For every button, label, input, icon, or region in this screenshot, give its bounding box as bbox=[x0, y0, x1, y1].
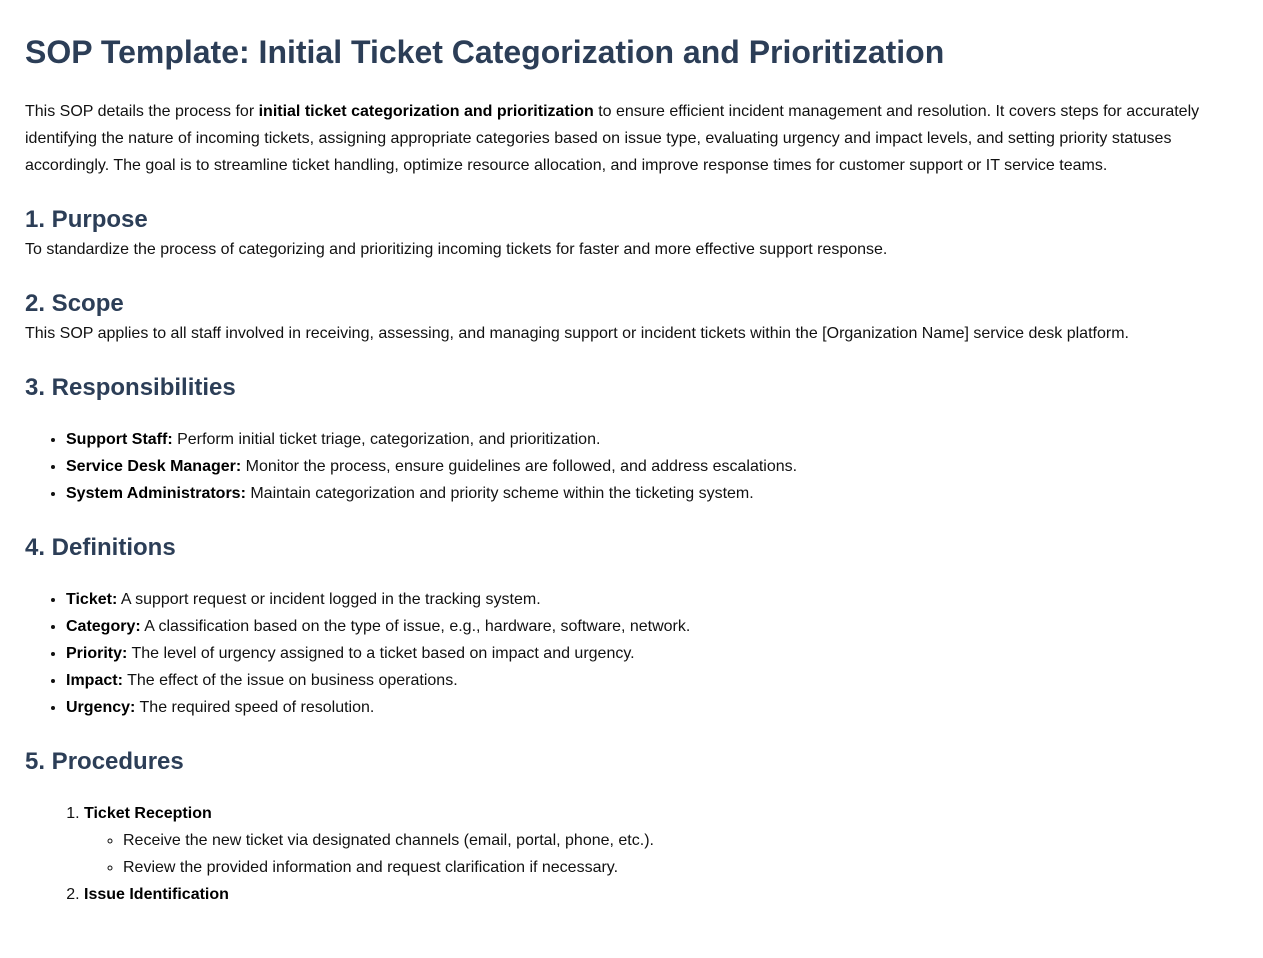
list-item-desc: The effect of the issue on business operations. bbox=[122, 672, 458, 689]
scope-text: This SOP applies to all staff involved in receiving, assessing, and managing support or incident tickets within the [Organization Name] service desk platform. bbox=[25, 325, 1129, 342]
procedures-heading: 5. Procedures bbox=[25, 748, 184, 775]
purpose-heading: 1. Purpose bbox=[25, 206, 148, 233]
intro-text-bold: initial ticket categorization and prioritization bbox=[258, 103, 594, 120]
list-item-desc: The level of urgency assigned to a ticket based on impact and urgency. bbox=[127, 645, 635, 662]
scope-heading: 2. Scope bbox=[25, 290, 124, 317]
list-item-term: Ticket: bbox=[66, 591, 118, 608]
procedure-step bbox=[84, 800, 1238, 881]
definitions-list bbox=[25, 586, 1238, 721]
list-item bbox=[66, 453, 1238, 480]
list-item bbox=[66, 613, 1238, 640]
responsibilities-list bbox=[25, 426, 1238, 507]
intro-paragraph bbox=[25, 98, 1225, 179]
procedure-substep: ◦ Review the provided information and request clarification if necessary. bbox=[123, 854, 1238, 881]
list-item bbox=[66, 640, 1238, 667]
procedure-step-title: Issue Identification bbox=[84, 886, 229, 903]
list-item-term: Impact: bbox=[66, 672, 123, 689]
list-item-desc: A classification based on the type of issue, e.g., hardware, software, network. bbox=[140, 618, 691, 635]
list-item bbox=[66, 586, 1238, 613]
procedure-substeps bbox=[84, 827, 1238, 881]
list-item-term: Service Desk Manager: bbox=[66, 458, 242, 475]
procedure-step bbox=[84, 881, 1238, 908]
intro-text-after: to ensure efficient incident management and resolution. It covers steps for accurately identifying the nature of incoming tickets, assigning appropriate categories based on issue type, evaluating urgency and impact levels, and setting priority statuses accordingly. The goal is to streamline ticket handling, optimize resource allocation, and improve response times for customer support or IT service teams. bbox=[25, 103, 1200, 174]
list-item-term: Urgency: bbox=[66, 699, 136, 716]
list-item-desc: Monitor the process, ensure guidelines are followed, and address escalations. bbox=[241, 458, 798, 475]
list-item-desc: Perform initial ticket triage, categorization, and prioritization. bbox=[172, 431, 601, 448]
list-item bbox=[66, 694, 1238, 721]
list-item-desc: Maintain categorization and priority scheme within the ticketing system. bbox=[245, 485, 754, 502]
list-item bbox=[66, 426, 1238, 453]
page-title: SOP Template: Initial Ticket Categorization and Prioritization bbox=[25, 34, 945, 70]
list-item-term: Support Staff: bbox=[66, 431, 173, 448]
procedures-list bbox=[25, 800, 1238, 908]
list-item-desc: A support request or incident logged in the tracking system. bbox=[117, 591, 541, 608]
list-item-term: Priority: bbox=[66, 645, 128, 662]
list-item bbox=[66, 480, 1238, 507]
list-item-desc: The required speed of resolution. bbox=[135, 699, 375, 716]
purpose-text: To standardize the process of categorizing and prioritizing incoming tickets for faster and more effective support response. bbox=[25, 241, 888, 258]
list-item-term: Category: bbox=[66, 618, 141, 635]
responsibilities-heading: 3. Responsibilities bbox=[25, 374, 236, 401]
intro-text-before: This SOP details the process for bbox=[25, 103, 259, 120]
list-item bbox=[66, 667, 1238, 694]
procedure-step-title: Ticket Reception bbox=[84, 805, 212, 822]
procedure-substep: ◦ Receive the new ticket via designated channels (email, portal, phone, etc.). bbox=[123, 827, 1238, 854]
definitions-heading: 4. Definitions bbox=[25, 534, 176, 561]
list-item-term: System Administrators: bbox=[66, 485, 246, 502]
